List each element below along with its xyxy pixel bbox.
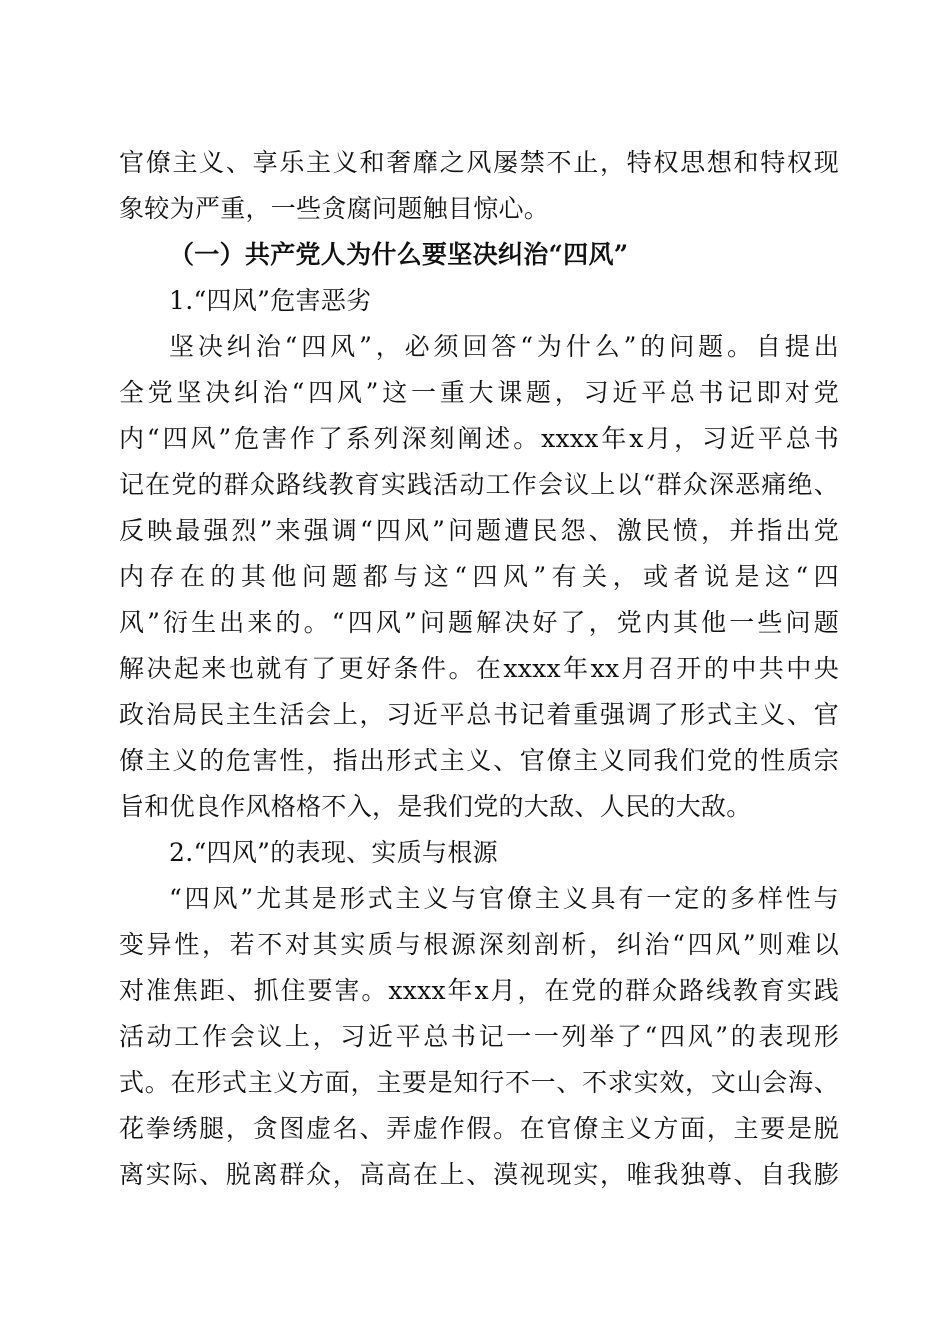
body-line: 坚决纠治“四风”，必须回答“为什么”的问题。自提出 [169,332,839,361]
body-line: 式。在形式主义方面，主要是知行不一、不求实效，文山会海、 [119,1068,839,1097]
body-line: 对准焦距、抓住要害。xxxx年x月，在党的群众路线教育实践 [119,976,839,1005]
subsection-heading: 1.“四风”危害恶劣 [169,286,372,315]
body-line: 活动工作会议上，习近平总书记一一列举了“四风”的表现形 [119,1022,839,1051]
body-line: 风”衍生出来的。“四风”问题解决好了，党内其他一些问题 [119,608,839,637]
subsection-heading: 2.“四风”的表现、实质与根源 [169,838,498,867]
body-line: 反映最强烈”来强调“四风”问题遭民怨、激民愤，并指出党 [119,516,839,545]
body-line: 解决起来也就有了更好条件。在xxxx年xx月召开的中共中央 [119,654,839,683]
body-line: 官僚主义、享乐主义和奢靡之风屡禁不止，特权思想和特权现 [119,148,839,177]
body-line: 变异性，若不对其实质与根源深刻剖析，纠治“四风”则难以 [119,930,839,959]
body-line: 花拳绣腿，贪图虚名、弄虚作假。在官僚主义方面，主要是脱 [119,1114,839,1143]
body-line: 象较为严重，一些贪腐问题触目惊心。 [119,194,550,223]
body-line: 内存在的其他问题都与这“四风”有关，或者说是这“四 [119,562,839,591]
section-heading: （一）共产党人为什么要坚决纠治“四风” [169,240,629,269]
body-line: 离实际、脱离群众，高高在上、漠视现实，唯我独尊、自我膨 [119,1160,839,1189]
body-line: “四风”尤其是形式主义与官僚主义具有一定的多样性与 [169,884,839,913]
body-line: 政治局民主生活会上，习近平总书记着重强调了形式主义、官 [119,700,839,729]
body-line: 内“四风”危害作了系列深刻阐述。xxxx年x月，习近平总书 [119,424,839,453]
body-line: 全党坚决纠治“四风”这一重大课题，习近平总书记即对党 [119,378,839,407]
body-line: 记在党的群众路线教育实践活动工作会议上以“群众深恶痛绝、 [119,470,839,499]
body-line: 僚主义的危害性，指出形式主义、官僚主义同我们党的性质宗 [119,746,839,775]
body-line: 旨和优良作风格格不入，是我们党的大敌、人民的大敌。 [119,792,752,821]
